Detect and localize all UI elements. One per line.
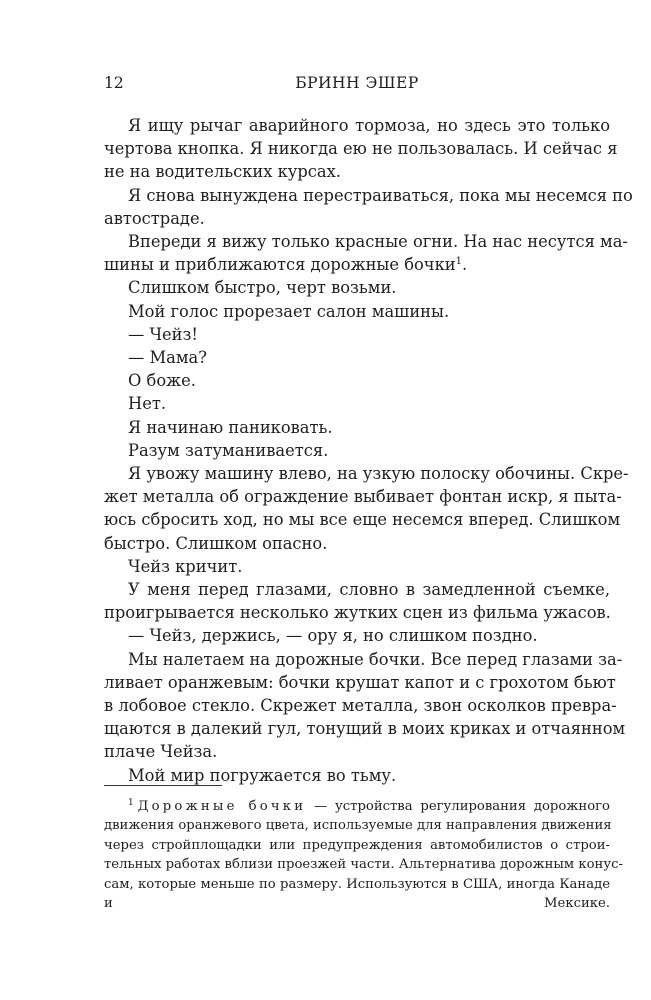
- text-line: [104, 694, 617, 717]
- footnote: [104, 797, 623, 913]
- text-line: [104, 184, 633, 207]
- line-text: Я увожу машину влево, на узкую полоску обочины. Скре-: [128, 464, 629, 484]
- paragraph: [104, 416, 610, 439]
- paragraph: [104, 346, 610, 369]
- footnote-divider: [104, 785, 222, 786]
- paragraph: [104, 439, 610, 462]
- paragraph: [104, 323, 610, 346]
- line-text: юсь сбросить ход, но мы все еще несемся вперед. Слишком: [104, 510, 621, 530]
- paragraph: [104, 764, 610, 787]
- text-line: [104, 137, 618, 160]
- text-line: [104, 416, 610, 439]
- paragraph: [104, 184, 633, 230]
- text-line: [104, 439, 610, 462]
- text-line: [104, 346, 610, 369]
- line-text: плаче Чейза.: [104, 742, 218, 762]
- book-author: БРИНН ЭШЕР: [295, 74, 419, 92]
- paragraph: [104, 369, 610, 392]
- text-line: [104, 624, 610, 647]
- line-text: шины и приближаются дорожные бочки: [104, 255, 456, 275]
- text-line: [104, 369, 610, 392]
- body-text: [104, 114, 633, 787]
- text-line: [104, 207, 610, 230]
- paragraph: [104, 648, 626, 764]
- line-text: автостраде.: [104, 208, 205, 228]
- line-text: Впереди я вижу только красные огни. На нас несутся ма-: [128, 232, 628, 252]
- paragraph: [104, 300, 610, 323]
- text-line: [104, 160, 610, 183]
- line-text: О боже.: [128, 371, 196, 391]
- line-text: — Мама?: [128, 348, 207, 368]
- text-line: [104, 462, 629, 485]
- footnote-line: [104, 797, 610, 816]
- line-text: .: [461, 255, 468, 275]
- line-text: Мой голос прорезает салон машины.: [128, 301, 450, 321]
- footnote-line: тельных работах вблизи проезжей части. Альтернатива дорожным конус-: [104, 857, 623, 873]
- text-line: [104, 740, 610, 763]
- text-line: [104, 485, 622, 508]
- footnote-reference[interactable]: 1: [455, 256, 462, 268]
- line-text: щаются в далекий гул, тонущий в моих криках и отчаянном: [104, 719, 626, 739]
- line-text: Я ищу рычаг аварийного тормоза, но здесь это только: [128, 116, 610, 135]
- footnote-line: через стройплощадки или предупреждения автомобилистов о строи-: [104, 837, 610, 853]
- line-text: Мой мир погружается во тьму.: [128, 765, 397, 785]
- text-line: [104, 323, 610, 346]
- paragraph: [104, 578, 610, 624]
- text-line: [104, 648, 623, 671]
- footnote-text: — устройства регулирования дорожного: [306, 799, 610, 814]
- text-line: [104, 532, 610, 555]
- line-text: жет металла об ограждение выбивает фонтан искр, я пыта-: [104, 487, 622, 507]
- paragraph: [104, 230, 628, 276]
- line-text: У меня перед глазами, словно в замедленной съемке,: [128, 580, 610, 600]
- line-text: Я снова вынуждена перестраиваться, пока мы несемся по: [128, 185, 633, 205]
- line-text: ливает оранжевым: бочки крушат капот и с грохотом бьют: [104, 672, 616, 692]
- footnote-mark: 1: [128, 798, 134, 808]
- line-text: Мы налетаем на дорожные бочки. Все перед глазами за-: [128, 649, 623, 669]
- text-line: [104, 764, 610, 787]
- line-text: не на водительских курсах.: [104, 162, 341, 182]
- text-line: [104, 392, 610, 415]
- text-line: [104, 717, 626, 740]
- line-text: в лобовое стекло. Скрежет металла, звон осколков превра-: [104, 696, 617, 716]
- line-text: Разум затуманивается.: [128, 440, 329, 460]
- paragraph: [104, 462, 629, 555]
- line-text: чертова кнопка. Я никогда ею не пользовалась. И сейчас я: [104, 139, 618, 159]
- text-line: [104, 671, 616, 694]
- running-head: [104, 72, 610, 94]
- text-line: [104, 578, 610, 601]
- footnote-term: Дорожные бочки: [137, 799, 307, 814]
- text-line: [104, 253, 610, 276]
- paragraph: [104, 392, 610, 415]
- line-text: Нет.: [128, 394, 167, 414]
- text-line: [104, 555, 610, 578]
- text-line: [104, 601, 610, 624]
- text-line: [104, 230, 628, 253]
- line-text: Я начинаю паниковать.: [128, 417, 333, 437]
- paragraph: [104, 555, 610, 578]
- text-line: [104, 114, 610, 137]
- paragraph: [104, 276, 610, 299]
- text-line: [104, 276, 610, 299]
- footnote-line: движения оранжевого цвета, используемые для направления движения: [104, 818, 612, 834]
- paragraph: [104, 114, 618, 184]
- line-text: Слишком быстро, черт возьми.: [128, 278, 397, 298]
- footnote-line: сам, которые меньше по размеру. Используются в США, иногда Канаде: [104, 876, 610, 892]
- text-line: [104, 508, 621, 531]
- line-text: быстро. Слишком опасно.: [104, 533, 328, 553]
- line-text: — Чейз, держись, — ору я, но слишком поздно.: [128, 626, 538, 646]
- footnote-line: и Мексике.: [104, 896, 610, 912]
- line-text: проигрывается несколько жутких сцен из фильма ужасов.: [104, 603, 611, 623]
- line-text: — Чейз!: [128, 324, 198, 344]
- page-number: 12: [104, 74, 124, 92]
- paragraph: [104, 624, 610, 647]
- line-text: Чейз кричит.: [128, 556, 243, 576]
- text-line: [104, 300, 610, 323]
